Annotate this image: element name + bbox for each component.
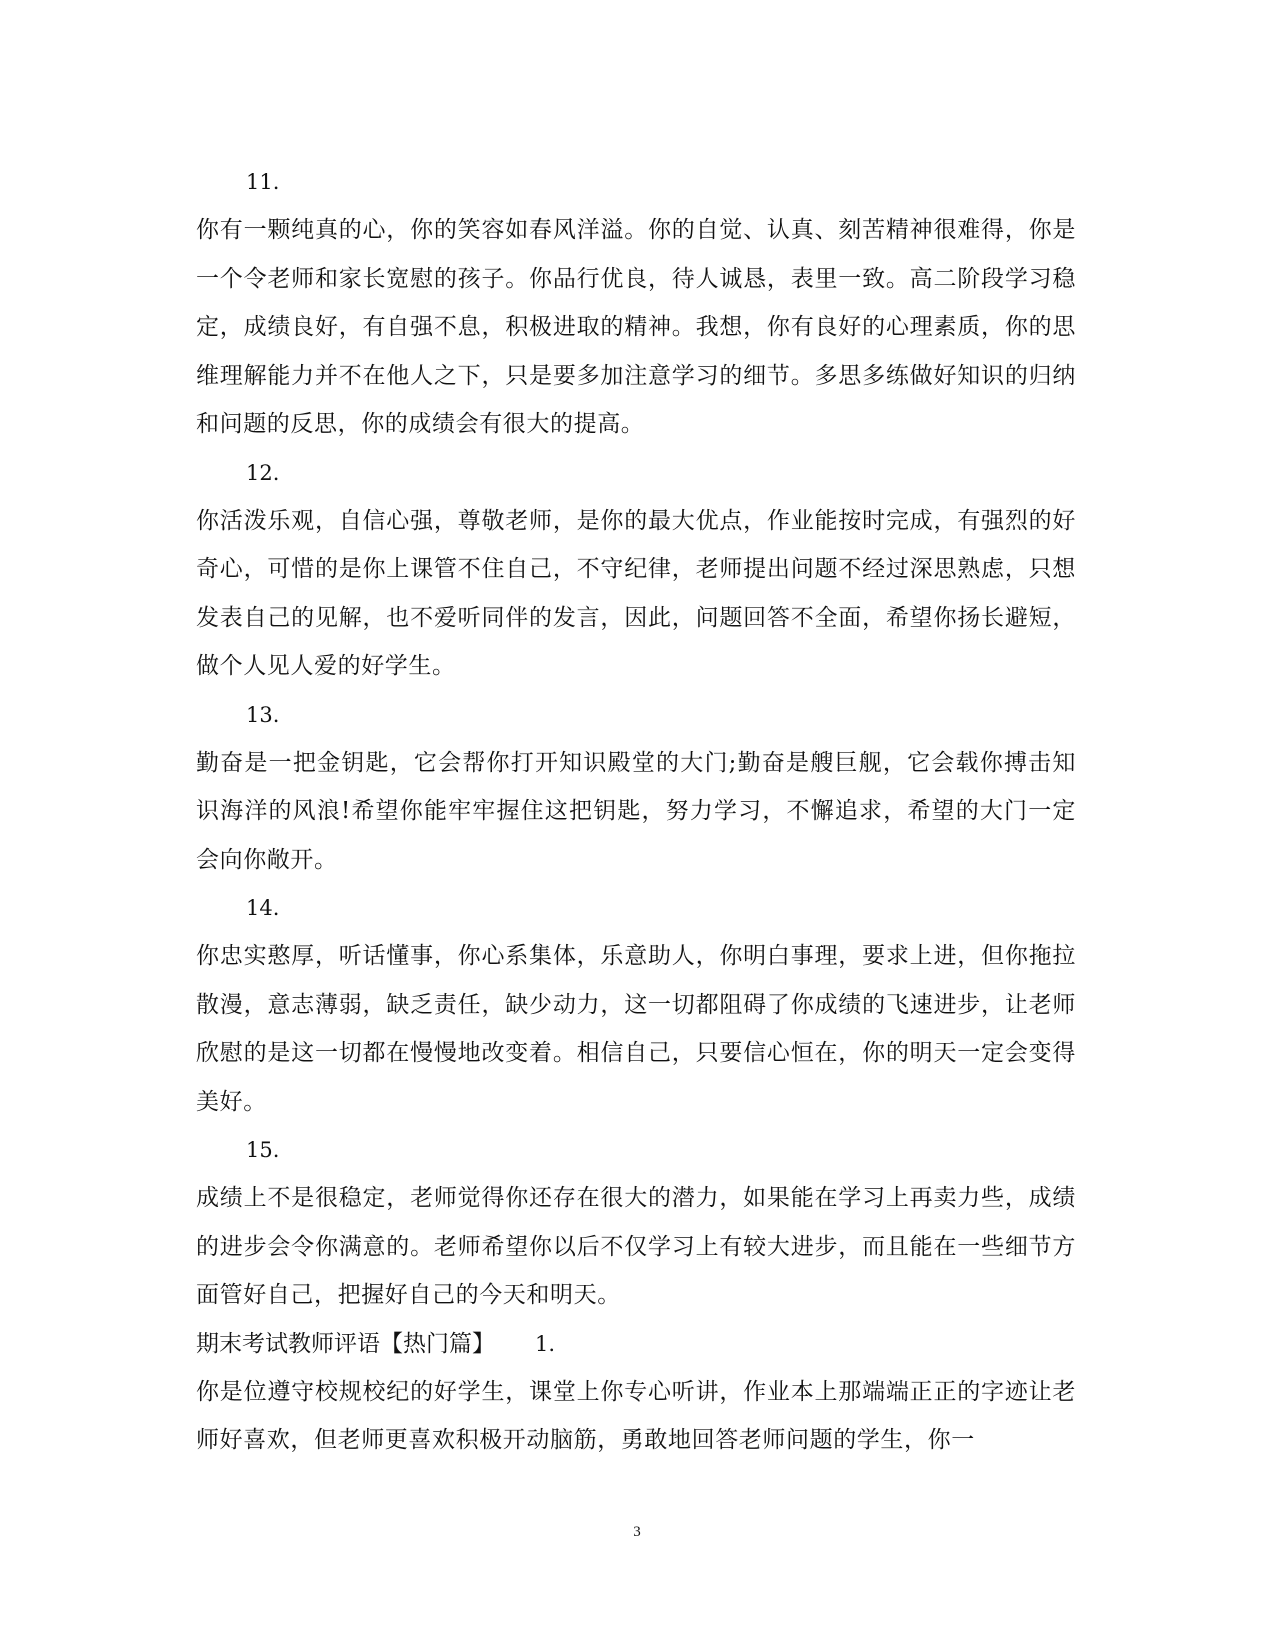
comment-paragraph: 勤奋是一把金钥匙，它会帮你打开知识殿堂的大门;勤奋是艘巨舰，它会载你搏击知识海洋的风浪!希望你能牢牢握住这把钥匙，努力学习，不懈追求，希望的大门一定会向你敞开。 (196, 749, 1076, 873)
item-number: 13. (246, 702, 280, 727)
comment-paragraph: 你有一颗纯真的心，你的笑容如春风洋溢。你的自觉、认真、刻苦精神很难得，你是一个令老师和家长宽慰的孩子。你品行优良，待人诚恳，表里一致。高二阶段学习稳定，成绩良好，有自强不息，积极进取的精神。我想，你有良好的心理素质，你的思维理解能力并不在他人之下，只是要多加注意学习的细节。多思多练做好知识的归纳和问题的反思，你的成绩会有很大的提高。 (196, 217, 1076, 437)
section-heading-title: 期末考试教师评语【热门篇】 (196, 1330, 495, 1357)
comment-paragraph: 你忠实憨厚，听话懂事，你心系集体，乐意助人，你明白事理，要求上进，但你拖拉散漫，意志薄弱，缺乏责任，缺少动力，这一切都阻碍了你成绩的飞速进步，让老师欣慰的是这一切都在慢慢地改变着。相信自己，只要信心恒在，你的明天一定会变得美好。 (196, 943, 1076, 1115)
item-number: 14. (246, 896, 280, 920)
comment-paragraph: 你是位遵守校规校纪的好学生，课堂上你专心听讲，作业本上那端端正正的字迹让老师好喜欢，但老师更喜欢积极开动脑筋，勇敢地回答老师问题的学生，你一 (196, 1378, 1076, 1453)
section-heading (196, 1320, 1076, 1368)
document-body (196, 158, 1076, 1465)
item-number: 12. (246, 460, 280, 485)
item-number: 11. (246, 170, 280, 194)
comment-paragraph: 成绩上不是很稳定，老师觉得你还存在很大的潜力，如果能在学习上再卖力些，成绩的进步会令你满意的。老师希望你以后不仅学习上有较大进步，而且能在一些细节方面管好自己，把握好自己的今天和明天。 (196, 1185, 1076, 1308)
page-number: 3 (633, 1524, 641, 1540)
item-number: 15. (246, 1138, 280, 1162)
comment-paragraph: 你活泼乐观，自信心强，尊敬老师，是你的最大优点，作业能按时完成，有强烈的好奇心，可惜的是你上课管不住自己，不守纪律，老师提出问题不经过深思熟虑，只想发表自己的见解，也不爱听同伴的发言，因此，问题回答不全面，希望你扬长避短，做个人见人爱的好学生。 (196, 507, 1076, 679)
section-heading-number: 1. (535, 1331, 556, 1356)
